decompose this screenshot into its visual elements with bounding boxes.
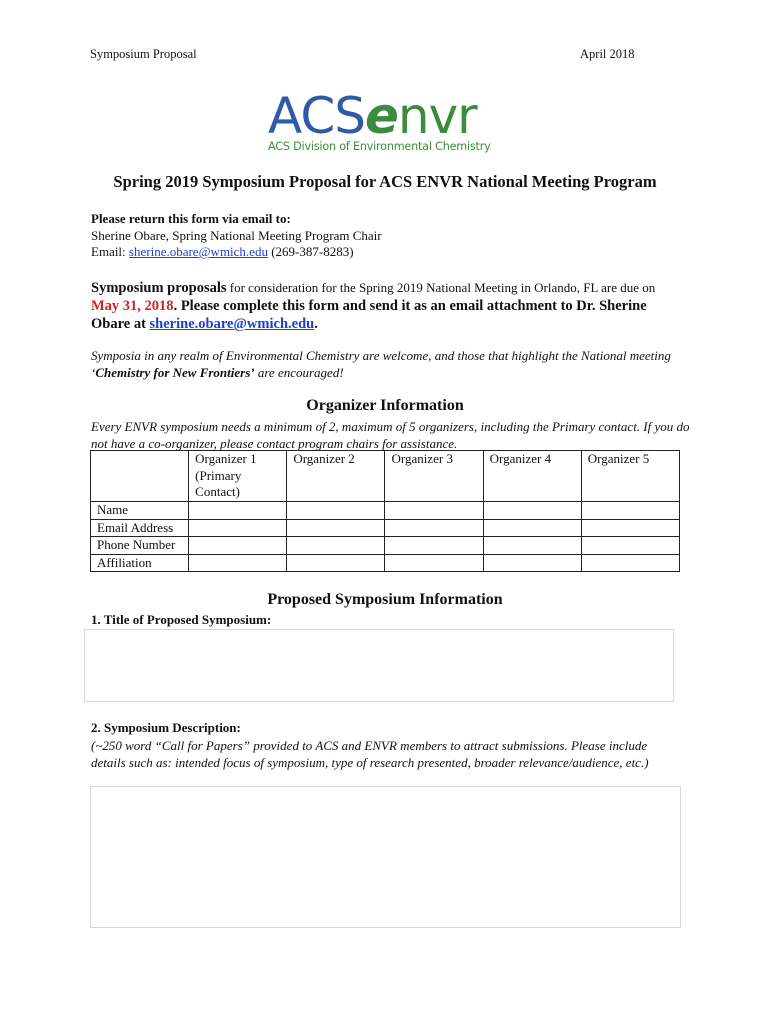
table-row	[91, 502, 680, 520]
table-cell-input[interactable]	[287, 502, 385, 520]
title-answer-box[interactable]	[84, 629, 674, 702]
due-date: May 31, 2018	[91, 298, 174, 314]
table-cell-input[interactable]	[581, 519, 679, 537]
table-cell-input[interactable]	[483, 537, 581, 555]
table-row	[91, 537, 680, 555]
table-row	[91, 554, 680, 572]
table-cell-input[interactable]	[385, 519, 483, 537]
column-header: Organizer 1 (Primary Contact)	[189, 451, 287, 502]
table-cell-input[interactable]	[189, 519, 287, 537]
proposal-end: .	[314, 316, 318, 332]
title-question-label: 1. Title of Proposed Symposium:	[91, 612, 272, 627]
row-label: Email Address	[91, 519, 189, 537]
table-cell-input[interactable]	[483, 519, 581, 537]
logo-nvr: nvr	[397, 87, 477, 145]
row-label: Name	[91, 502, 189, 520]
column-header: Organizer 3	[385, 451, 483, 502]
column-header: Organizer 2	[287, 451, 385, 502]
return-contact-name: Sherine Obare, Spring National Meeting Program Chair	[91, 228, 382, 243]
logo-wordmark	[268, 87, 508, 145]
table-cell-input[interactable]	[189, 502, 287, 520]
page-title: Spring 2019 Symposium Proposal for ACS ENVR National Meeting Program	[113, 172, 657, 191]
description-note: (~250 word “Call for Papers” provided to ACS and ENVR members to attract submissions. Please include details such as: intended focus of symposium, type of research presented, broader relevance/audience, etc.)	[91, 738, 649, 770]
proposal-text-bold: . Please complete this form and send it as an email attachment to Dr. Sherine Obare at	[91, 298, 647, 332]
table-cell-input[interactable]	[385, 554, 483, 572]
table-cell-input[interactable]	[385, 502, 483, 520]
submit-email-link[interactable]: sherine.obare@wmich.edu	[149, 316, 315, 332]
proposal-instructions	[91, 279, 681, 333]
header-date: April 2018	[580, 47, 635, 61]
column-header: Organizer 5	[581, 451, 679, 502]
table-cell-input[interactable]	[581, 537, 679, 555]
table-cell-input[interactable]	[483, 502, 581, 520]
proposal-text: for consideration for the Spring 2019 National Meeting in Orlando, FL are due on	[226, 280, 656, 295]
table-cell-input[interactable]	[287, 537, 385, 555]
logo-acs: ACS	[268, 87, 365, 145]
table-cell-input[interactable]	[581, 502, 679, 520]
return-contact-email	[91, 243, 354, 260]
table-cell-input[interactable]	[483, 554, 581, 572]
organizer-table	[90, 450, 680, 572]
table-cell-input[interactable]	[189, 537, 287, 555]
return-heading: Please return this form via email to:	[91, 211, 291, 226]
table-row	[91, 519, 680, 537]
logo-subtitle: ACS Division of Environmental Chemistry	[268, 140, 491, 153]
proposed-section-title: Proposed Symposium Information	[267, 591, 503, 608]
theme-text-end: are encouraged!	[254, 365, 344, 380]
table-header-row	[91, 451, 680, 502]
column-header: Organizer 4	[483, 451, 581, 502]
organizer-note: Every ENVR symposium needs a minimum of 2, maximum of 5 organizers, including the Primary contact. If you do not have a co-organizer, please contact program chairs for assistance.	[91, 419, 690, 451]
phone-number: (269-387-8283)	[267, 244, 354, 259]
email-link[interactable]: sherine.obare@wmich.edu	[128, 244, 268, 259]
header-left: Symposium Proposal	[90, 47, 197, 61]
acs-envr-logo	[268, 87, 508, 153]
logo-e: e	[364, 87, 398, 145]
table-cell-input[interactable]	[287, 554, 385, 572]
table-cell-input[interactable]	[385, 537, 483, 555]
organizer-section-title: Organizer Information	[306, 397, 464, 414]
table-cell-input[interactable]	[581, 554, 679, 572]
row-label: Phone Number	[91, 537, 189, 555]
theme-name: Chemistry for New Frontiers’	[95, 365, 255, 380]
theme-note	[91, 347, 681, 381]
description-question-label: 2. Symposium Description:	[91, 720, 241, 735]
email-prefix: Email:	[91, 244, 129, 259]
row-label: Affiliation	[91, 554, 189, 572]
proposal-lead: Symposium proposals	[91, 280, 227, 296]
theme-text: Symposia in any realm of Environmental Chemistry are welcome, and those that highlight the National meeting ‘	[91, 348, 671, 380]
table-cell-input[interactable]	[287, 519, 385, 537]
table-cell-input[interactable]	[189, 554, 287, 572]
description-answer-box[interactable]	[90, 786, 681, 928]
table-corner-cell	[91, 451, 189, 502]
